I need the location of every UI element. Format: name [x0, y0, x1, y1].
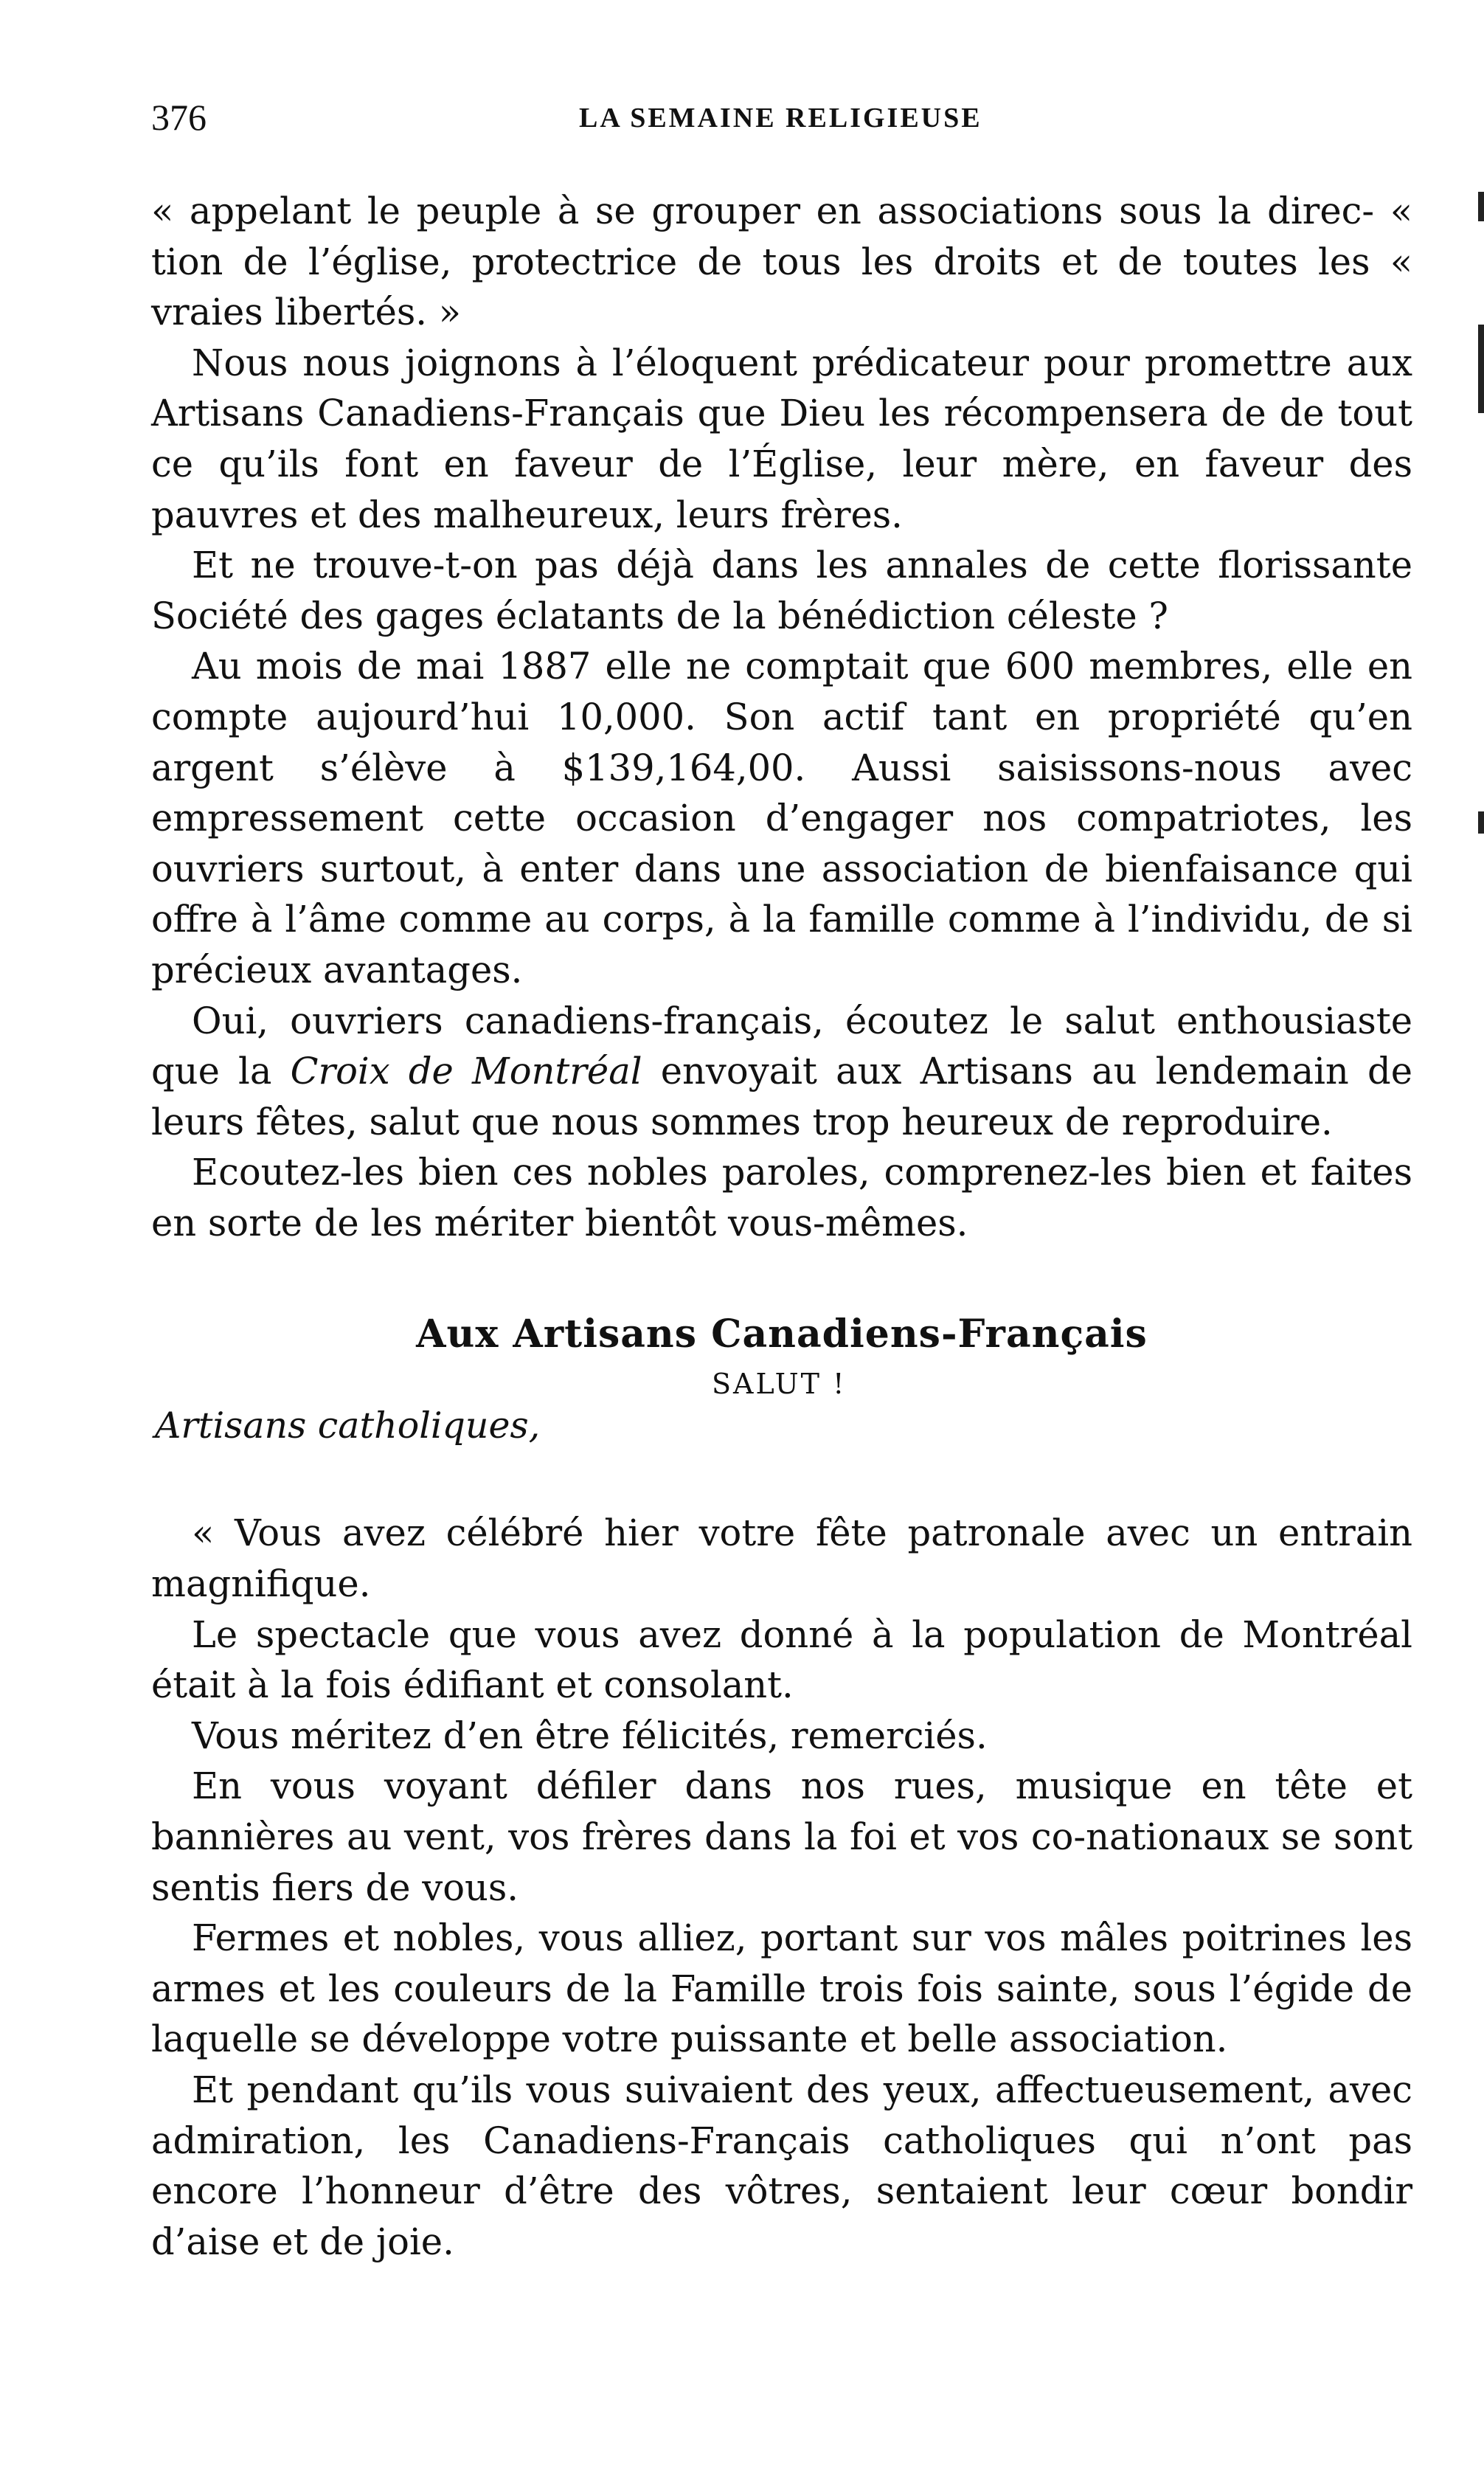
- paragraph-ecoutez: Ecoutez-les bien ces nobles paroles, comprenez-les bien et faites en sorte de les mériter bientôt vous-mêmes.: [151, 1151, 1412, 1244]
- paragraph-annals: Et ne trouve-t-on pas déjà dans les annales de cette florissante Société des gages éclatants de la bénédiction céleste ?: [151, 544, 1412, 637]
- document-page: [151, 96, 1412, 2267]
- newspaper-title: Croix de Montréal: [290, 1050, 642, 1093]
- paragraph-promise: Nous nous joignons à l’éloquent prédicateur pour promettre aux Artisans Canadiens-Français que Dieu les récompensera de de tout ce qu’ils font en faveur de l’Église, leur mère, en faveur des pauvres et des malheureux, leurs frères.: [151, 341, 1412, 536]
- letter-paragraph: En vous voyant défiler dans nos rues, musique en tête et bannières au vent, vos frères dans la foi et vos co-nationaux se sont sentis fiers de vous.: [151, 1765, 1412, 1909]
- salut-label: SALUT !: [712, 1368, 847, 1401]
- paragraph-membership: Au mois de mai 1887 elle ne comptait que 600 membres, elle en compte aujourd’hui 10,000. Son actif tant en propriété qu’en argent s’élève à $139,164,00. Aussi saisissons-nous avec empressement cette occasion d’engager nos compatriotes, les ouvriers surtout, à enter dans une association de bienfaisance qui offre à l’âme comme au corps, à la famille comme à l’individu, de si précieux avantages.: [151, 645, 1412, 991]
- page-number: 376: [151, 97, 207, 138]
- paragraph-oui-before: Oui, ouvriers canadiens-français, écoutez le salut enthousiaste que la: [151, 999, 1412, 1093]
- paragraph-oui-after: envoyait aux Artisans au lendemain de leurs fêtes, salut que nous sommes trop heureux de reproduire.: [151, 1050, 1412, 1143]
- scan-edge-mark: [1478, 192, 1484, 221]
- letter-paragraph: « Vous avez célébré hier votre fête patronale avec un entrain magnifique.: [151, 1511, 1412, 1606]
- paragraph-oui: [151, 996, 1412, 1148]
- addressee: Artisans catholiques,: [155, 1405, 541, 1447]
- letter-body: [151, 1508, 1412, 2267]
- paragraph-quote-end: « appelant le peuple à se grouper en associations sous la direc- « tion de l’église, protectrice de tous les droits et de toutes les « vraies libertés. »: [151, 190, 1412, 334]
- letter-paragraph: Fermes et nobles, vous alliez, portant sur vos mâles poitrines les armes et les couleurs de la Famille trois fois sainte, sous l’égide de laquelle se développe votre puissante et belle association.: [151, 1916, 1412, 2061]
- scan-edge-mark: [1478, 325, 1484, 413]
- scan-edge-mark: [1478, 811, 1484, 834]
- letter-paragraph: Vous méritez d’en être félicités, remerciés.: [192, 1714, 988, 1757]
- letter-paragraph: Le spectacle que vous avez donné à la population de Montréal était à la fois édifiant et consolant.: [151, 1613, 1412, 1707]
- section-heading: Aux Artisans Canadiens-Français: [416, 1312, 1148, 1357]
- journal-title: LA SEMAINE RELIGIEUSE: [579, 103, 982, 134]
- letter-paragraph: Et pendant qu’ils vous suivaient des yeux, affectueusement, avec admiration, les Canadiens-Français catholiques qui n’ont pas encore l’honneur d’être des vôtres, sentaient leur cœur bondir d’aise et de joie.: [151, 2068, 1412, 2263]
- article-body: [151, 186, 1412, 1248]
- running-header: [151, 96, 1412, 155]
- greeting-row: [151, 1368, 1412, 1478]
